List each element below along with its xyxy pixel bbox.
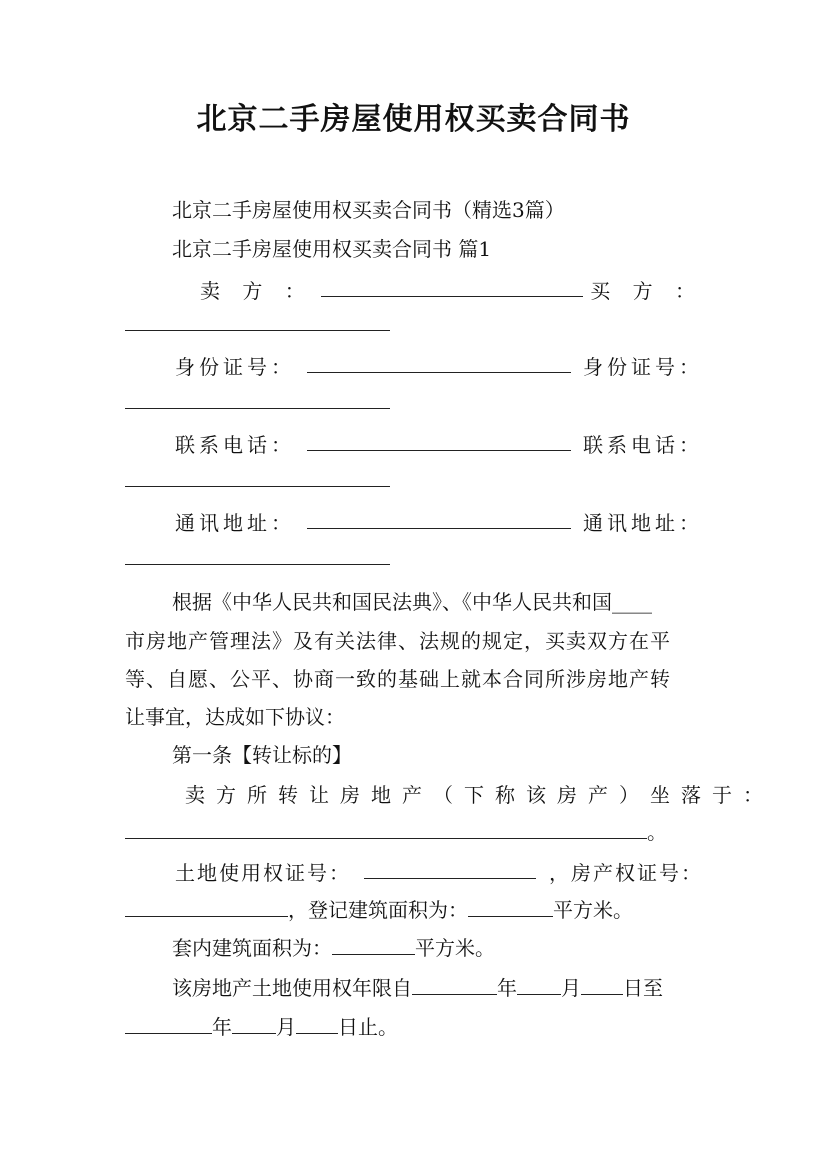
- term-day-to: 日至: [623, 976, 663, 1000]
- term-prefix: 该房地产土地使用权年限自: [172, 976, 412, 1000]
- reg-area-blank[interactable]: [468, 898, 553, 917]
- land-cert-blank[interactable]: [364, 860, 536, 879]
- term-month-1: 月: [561, 976, 581, 1000]
- term-start-month-blank[interactable]: [517, 976, 561, 995]
- buyer-id-blank[interactable]: [125, 390, 390, 409]
- reg-area-label: ，登记建筑面积为：: [288, 898, 468, 922]
- seller-id-label: 身份证号：: [175, 355, 295, 379]
- reg-area-row: [125, 898, 633, 922]
- term-row-2: [125, 1015, 398, 1039]
- inner-area-label: 套内建筑面积为：: [172, 936, 332, 960]
- property-cert-blank[interactable]: [125, 898, 288, 917]
- term-start-year-blank[interactable]: [412, 976, 497, 995]
- inner-area-blank[interactable]: [332, 936, 415, 955]
- subtitle: 北京二手房屋使用权买卖合同书（精选3篇）: [172, 198, 565, 222]
- term-day-end: 日止。: [338, 1015, 398, 1039]
- address-row: [175, 510, 703, 536]
- buyer-id-label: 身份证号：: [583, 355, 703, 379]
- inner-area-unit: 平方米。: [415, 936, 495, 960]
- seller-blank[interactable]: [321, 278, 583, 297]
- buyer-address-label: 通讯地址：: [583, 511, 703, 535]
- term-end-month-blank[interactable]: [232, 1015, 276, 1034]
- document-title: 北京二手房屋使用权买卖合同书: [196, 102, 631, 137]
- seller-phone-label: 联系电话：: [175, 433, 295, 457]
- preamble-line-1: 根据《中华人民共和国民法典》、《中华人民共和国____: [172, 590, 652, 614]
- section-heading: 北京二手房屋使用权买卖合同书 篇1: [172, 237, 492, 261]
- preamble-line-2: 市房地产管理法》及有关法律、法规的规定，买卖双方在平: [125, 629, 671, 653]
- buyer-blank[interactable]: [125, 312, 390, 331]
- buyer-label: 买 方 ：: [590, 279, 703, 303]
- seller-address-label: 通讯地址：: [175, 511, 295, 535]
- preamble-line-4: 让事宜，达成如下协议：: [125, 705, 345, 729]
- term-end-day-blank[interactable]: [296, 1015, 338, 1034]
- article-1-heading: 第一条【转让标的】: [172, 743, 352, 767]
- land-cert-label: 土地使用权证号：: [175, 861, 351, 885]
- buyer-phone-blank[interactable]: [125, 468, 390, 487]
- reg-area-unit: 平方米。: [553, 898, 633, 922]
- property-location-label: 卖方所转让房地产（下称该房产）坐落于：: [185, 783, 774, 807]
- buyer-address-blank[interactable]: [125, 546, 390, 565]
- term-start-day-blank[interactable]: [581, 976, 623, 995]
- property-location-blank[interactable]: [125, 820, 647, 839]
- seller-buyer-row: [200, 278, 703, 304]
- preamble-line-3: 等、自愿、公平、协商一致的基础上就本合同所涉房地产转: [125, 667, 671, 691]
- seller-label: 卖 方 ：: [200, 279, 313, 303]
- id-row: [175, 354, 703, 380]
- term-end-year-blank[interactable]: [125, 1015, 212, 1034]
- seller-address-blank[interactable]: [307, 510, 571, 529]
- phone-row: [175, 432, 703, 458]
- property-cert-label: ，房产权证号：: [549, 861, 703, 885]
- buyer-phone-label: 联系电话：: [583, 433, 703, 457]
- cert-row: [175, 860, 703, 886]
- seller-id-blank[interactable]: [307, 354, 571, 373]
- term-month-2: 月: [276, 1015, 296, 1039]
- inner-area-row: [172, 936, 495, 960]
- term-year-2: 年: [212, 1015, 232, 1039]
- seller-phone-blank[interactable]: [307, 432, 571, 451]
- term-row-1: [172, 976, 663, 1000]
- location-period: 。: [647, 820, 667, 844]
- property-location-row: [125, 820, 667, 844]
- term-year-1: 年: [497, 976, 517, 1000]
